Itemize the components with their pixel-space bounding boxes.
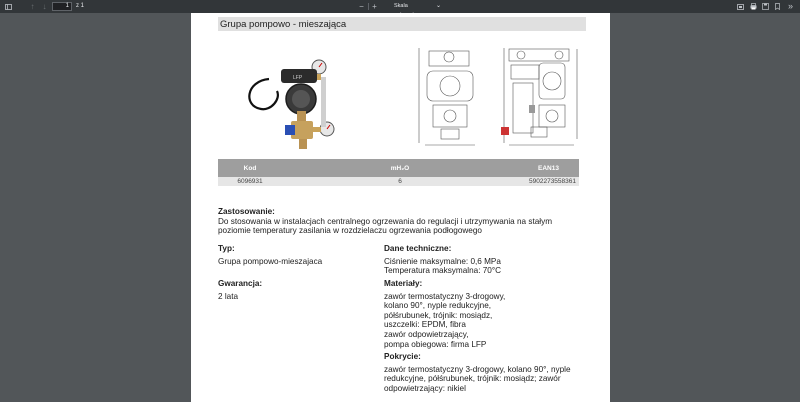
- zoom-out-icon[interactable]: −: [359, 2, 364, 11]
- warranty-section: [218, 279, 368, 301]
- download-icon[interactable]: [761, 2, 770, 11]
- type-section: [218, 244, 368, 266]
- type-heading: Typ:: [218, 244, 235, 253]
- toolbar-divider: [368, 3, 369, 10]
- page-title: Grupa pompowo - mieszająca: [220, 19, 347, 30]
- table-cell: 6: [282, 177, 518, 186]
- materials-section: [384, 279, 594, 349]
- presentation-mode-icon[interactable]: [736, 2, 745, 11]
- usage-section: [218, 207, 598, 236]
- technical-drawing: [409, 43, 584, 153]
- page-total-label: z 1: [76, 3, 85, 9]
- table-cell: 6096931: [218, 177, 282, 186]
- product-table: [218, 159, 579, 186]
- pump-brand-label: LFP: [293, 75, 303, 81]
- warranty-heading: Gwarancja:: [218, 279, 263, 288]
- materials-line: kolano 90°, nyple redukcyjne,: [384, 301, 492, 311]
- materials-line: zawór termostatyczny 3-drogowy,: [384, 291, 506, 301]
- previous-page-icon[interactable]: ↑: [30, 2, 35, 11]
- coating-heading: Pokrycie:: [384, 352, 421, 361]
- bookmark-icon[interactable]: [773, 2, 782, 11]
- materials-line: zawór odpowietrzający,: [384, 329, 469, 339]
- zoom-in-icon[interactable]: +: [372, 2, 377, 11]
- table-cell: 5902273558361: [518, 177, 579, 186]
- sidebar-toggle-icon[interactable]: [4, 2, 13, 11]
- table-row: [218, 177, 579, 186]
- chevron-down-icon: ⌄: [435, 3, 441, 9]
- materials-line: półśrubunek, trójnik: mosiądz,: [384, 310, 493, 320]
- materials-heading: Materiały:: [384, 279, 423, 288]
- warranty-value: 2 lata: [218, 291, 239, 301]
- table-header: mH₂O: [282, 159, 518, 177]
- page-number-input[interactable]: 1: [52, 2, 72, 11]
- coating-line: zawór termostatyczny 3-drogowy, kolano 90°, nyple: [384, 364, 571, 374]
- pdf-toolbar: [0, 0, 800, 13]
- coating-section: [384, 352, 599, 393]
- zoom-select-value: Skala: [394, 3, 408, 9]
- table-header: Kod: [218, 159, 282, 177]
- usage-text-line: Do stosowania w instalacjach centralnego ogrzewania do regulacji i utrzymywania na stałym: [218, 216, 553, 226]
- print-icon[interactable]: [749, 2, 758, 11]
- tech-line: Temperatura maksymalna: 70°C: [384, 266, 502, 276]
- tech-heading: Dane techniczne:: [384, 244, 452, 253]
- title-bar: [218, 17, 586, 31]
- tech-line: Ciśnienie maksymalne: 0,6 MPa: [384, 256, 501, 266]
- materials-line: uszczelki: EPDM, fibra: [384, 320, 466, 330]
- product-photo: [241, 51, 356, 151]
- zoom-select[interactable]: [394, 2, 442, 11]
- materials-line: pompa obiegowa: firma LFP: [384, 339, 487, 349]
- tech-section: [384, 244, 584, 276]
- type-value: Grupa pompowo-mieszajaca: [218, 256, 323, 266]
- table-header: EAN13: [518, 159, 579, 177]
- coating-line: redukcyjne, półśrubunek, trójnik: mosiądz; zawór: [384, 374, 561, 384]
- coating-line: odpowietrzający: nikiel: [384, 383, 466, 393]
- pdf-page: [191, 13, 610, 402]
- more-tools-icon[interactable]: »: [787, 1, 793, 11]
- usage-text-line: poziomie temperatury zasilania w rozdzielaczu ogrzewania podłogowego: [218, 226, 482, 236]
- next-page-icon[interactable]: ↓: [42, 2, 47, 11]
- usage-heading: Zastosowanie:: [218, 207, 275, 216]
- table-header-row: [218, 159, 579, 177]
